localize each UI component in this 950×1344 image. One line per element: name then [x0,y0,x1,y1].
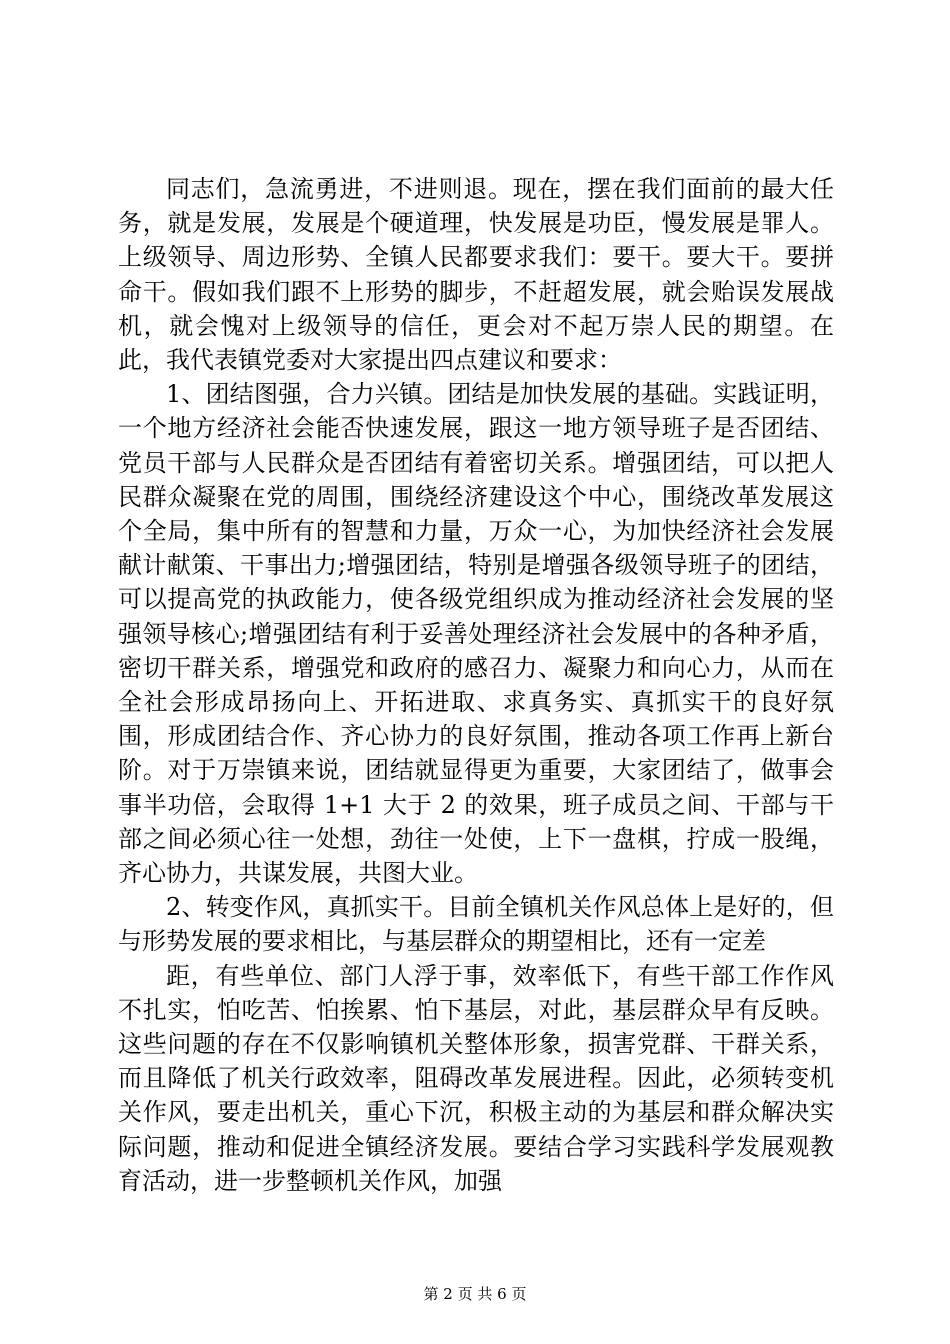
paragraph-unity: 1、团结图强，合力兴镇。团结是加快发展的基础。实践证明，一个地方经济社会能否快速发展，跟这一地方领导班子是否团结、党员干部与人民群众是否团结有着密切关系。增强团结，可以把人民群众凝聚在党的周围，围绕经济建设这个中心，围绕改革发展这个全局，集中所有的智慧和力量，万众一心，为加快经济社会发展献计献策、干事出力;增强团结，特别是增强各级领导班子的团结，可以提高党的执政能力，使各级党组织成为推动经济社会发展的坚强领导核心;增强团结有利于妥善处理经济社会发展中的各种矛盾，密切干群关系，增强党和政府的感召力、凝聚力和向心力，从而在全社会形成昂扬向上、开拓进取、求真务实、真抓实干的良好氛围，形成团结合作、齐心协力的良好氛围，推动各项工作再上新台阶。对于万崇镇来说，团结就显得更为重要，大家团结了，做事会事半功倍，会取得 1+1 大于 2 的效果，班子成员之间、干部与干部之间必须心往一处想，劲往一处使，上下一盘棋，拧成一股绳，齐心协力，共谋发展，共图大业。 [118,380,834,888]
paragraph-work-style-continued: 距，有些单位、部门人浮于事，效率低下，有些干部工作作风不扎实，怕吃苦、怕挨累、怕下基层，对此，基层群众早有反映。这些问题的存在不仅影响镇机关整体形象，损害党群、干群关系，而且降低了机关行政效率，阻碍改革发展进程。因此，必须转变机关作风，要走出机关，重心下沉，积极主动的为基层和群众解决实际问题，推动和促进全镇经济发展。要结合学习实践科学发展观教育活动，进一步整顿机关作风，加强 [118,961,834,1195]
document-body [118,172,834,1198]
paragraph-intro: 同志们，急流勇进，不进则退。现在，摆在我们面前的最大任务，就是发展，发展是个硬道理，快发展是功臣，慢发展是罪人。上级领导、周边形势、全镇人民都要求我们：要干。要大干。要拼命干。假如我们跟不上形势的脚步，不赶超发展，就会贻误发展战机，就会愧对上级领导的信任，更会对不起万崇人民的期望。在此，我代表镇党委对大家提出四点建议和要求： [118,175,834,375]
paragraph-work-style: 2、转变作风，真抓实干。目前全镇机关作风总体上是好的，但与形势发展的要求相比，与基层群众的期望相比，还有一定差 [118,893,834,956]
page-number-footer: 第 2 页 共 6 页 [423,1285,527,1303]
